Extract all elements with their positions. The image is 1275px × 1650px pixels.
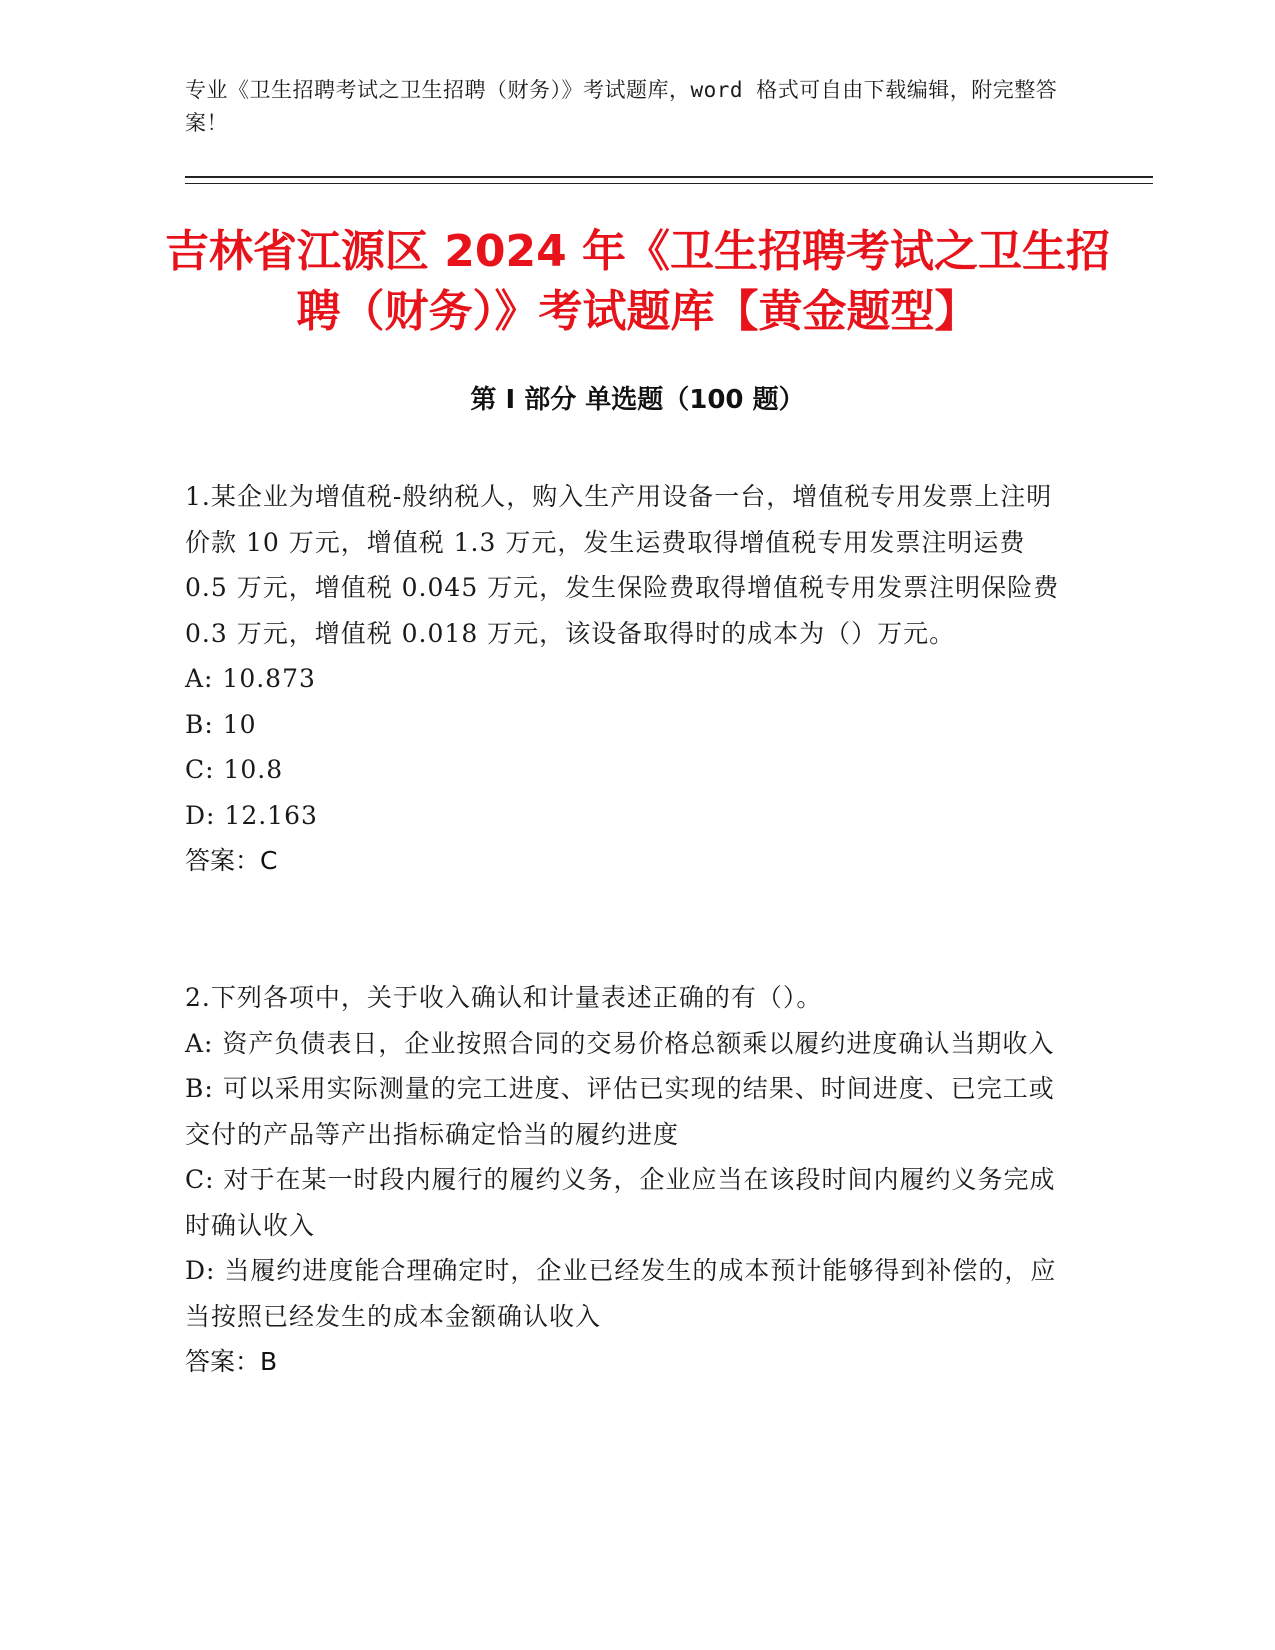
- option-c: C: 10.8: [185, 755, 284, 784]
- question-stem: 1.某企业为增值税-般纳税人，购入生产用设备一台，增值税专用发票上注明价款 10 万元，增值税 1.3 万元，发生运费取得增值税专用发票注明运费 0.5 万元，增值税 0.045 万元，发生保险费取得增值税专用发票注明保险费 0.3 万元，增值税 0.018 万元，该设备取得时的成本为（）万元。: [185, 482, 1060, 648]
- question-1: [185, 474, 1075, 884]
- question-2: [185, 975, 1075, 1385]
- document-title: 吉林省江源区 2024 年《卫生招聘考试之卫生招聘（财务）》考试题库【黄金题型】: [164, 226, 1111, 337]
- header-note: 专业《卫生招聘考试之卫生招聘（财务）》考试题库，word 格式可自由下载编辑，附完整答案！: [185, 78, 1058, 135]
- option-b: B: 可以采用实际测量的完工进度、评估已实现的结果、时间进度、已完工或交付的产品等产出指标确定恰当的履约进度: [185, 1074, 1055, 1149]
- header-divider-thick: [185, 176, 1153, 178]
- option-a: A: 10.873: [185, 664, 316, 693]
- option-b: B: 10: [185, 709, 257, 739]
- header-divider-thin: [185, 183, 1153, 184]
- question-stem: 2.下列各项中，关于收入确认和计量表述正确的有（）。: [185, 983, 823, 1012]
- answer: 答案：C: [185, 846, 278, 875]
- option-c: C: 对于在某一时段内履行的履约义务，企业应当在该段时间内履约义务完成时确认收入: [185, 1165, 1056, 1240]
- option-a: A: 资产负债表日，企业按照合同的交易价格总额乘以履约进度确认当期收入: [185, 1028, 1055, 1058]
- option-d: D: 当履约进度能合理确定时，企业已经发生的成本预计能够得到补偿的，应当按照已经发生的成本金额确认收入: [185, 1256, 1057, 1331]
- section-heading: 第 I 部分 单选题（100 题）: [470, 385, 805, 415]
- option-d: D: 12.163: [185, 800, 318, 830]
- answer: 答案：B: [185, 1347, 278, 1376]
